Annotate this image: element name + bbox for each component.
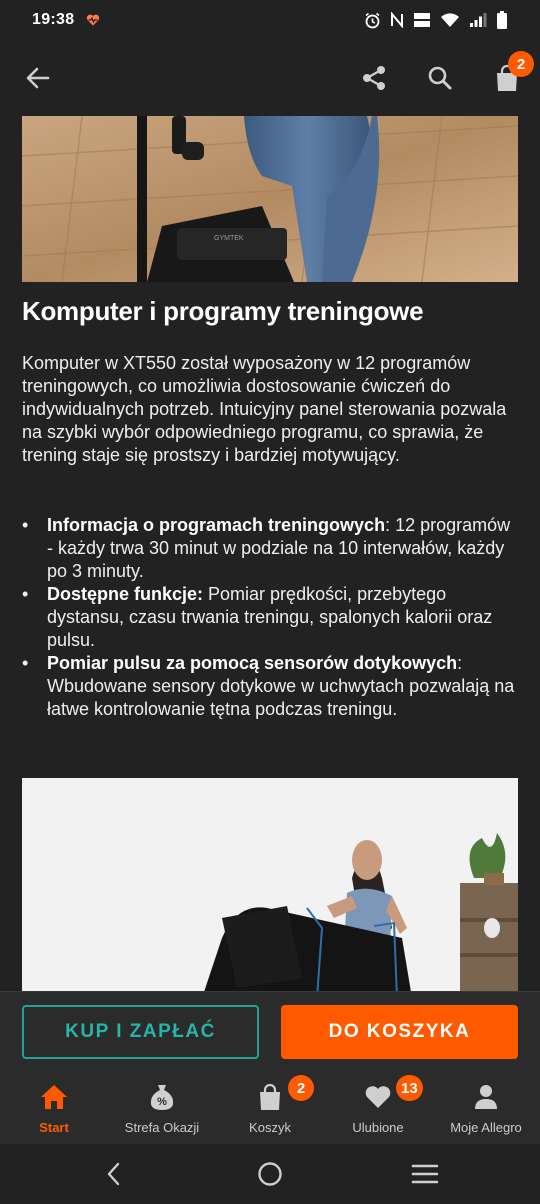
status-icons (364, 11, 508, 29)
nav-item-moje-allegro[interactable] (432, 1071, 540, 1144)
back-arrow-icon[interactable] (20, 60, 56, 96)
treadmill-brand-logo: GYMTEK (214, 235, 244, 242)
favorites-badge: 13 (396, 1075, 423, 1101)
cart-bag-icon (256, 1083, 284, 1111)
alarm-icon (364, 12, 381, 29)
volte-icon (413, 12, 431, 28)
nav-label: Strefa Okazji (124, 1120, 200, 1135)
add-to-cart-button[interactable]: DO KOSZYKA (281, 1005, 518, 1059)
nav-label: Start (39, 1120, 69, 1135)
list-item-title: Pomiar pulsu za pomocą sensorów dotykowych (47, 653, 458, 673)
list-item-text: : Wbudowane sensory dotykowe w uchwytach pozwalają na łatwe kontrolowanie tętna podczas treningu. (47, 653, 515, 719)
nav-item-koszyk[interactable] (216, 1071, 324, 1144)
list-item-text: : 12 programów - każdy trwa 30 minut w podziale na 10 interwałów, każdy po 3 minuty. (47, 515, 511, 581)
nav-item-ulubione[interactable] (324, 1071, 432, 1144)
cart-badge: 2 (288, 1075, 314, 1101)
system-nav (0, 1144, 540, 1204)
bottom-nav (0, 1071, 540, 1144)
list-item-title: Informacja o programach treningowych (47, 515, 386, 535)
list-item (22, 583, 518, 652)
nav-label: Moje Allegro (450, 1120, 522, 1135)
share-icon[interactable] (356, 60, 392, 96)
section-paragraph: Komputer w XT550 został wyposażony w 12 programów treningowych, co umożliwia dostosowanie ćwiczeń do indywidualnych potrzeb. Intuicyjny panel sterowania pozwala na szybki wybór odpowiedniego programu, co sprawia, że trening staje się prostszy i bardziej motywujący. (22, 353, 507, 465)
nav-label: Koszyk (249, 1120, 291, 1135)
action-bar (0, 991, 540, 1071)
product-image-bottom (22, 778, 518, 991)
nav-item-start[interactable] (0, 1071, 108, 1144)
feature-list (22, 514, 518, 721)
search-icon[interactable] (422, 60, 458, 96)
nav-item-strefa-okazji[interactable] (108, 1071, 216, 1144)
back-chevron-icon[interactable] (98, 1160, 130, 1188)
svg-text:%: % (157, 1096, 167, 1108)
wifi-icon (440, 12, 460, 28)
list-item-text: Pomiar prędkości, przebytego dystansu, czasu trwania treningu, spalonych kalorii oraz pulsu. (47, 584, 493, 650)
home-icon (40, 1083, 68, 1111)
heart-icon (364, 1083, 392, 1111)
home-circle-icon[interactable] (254, 1160, 286, 1188)
list-item (22, 652, 518, 721)
nav-label: Ulubione (352, 1120, 404, 1135)
person-icon (472, 1083, 500, 1111)
product-description (0, 116, 540, 991)
signal-icon (469, 12, 487, 28)
buy-now-button[interactable]: KUP I ZAPŁAĆ (22, 1005, 259, 1059)
status-time: 19:38 (32, 11, 75, 28)
battery-icon (496, 11, 508, 29)
heart-rate-icon (86, 13, 100, 27)
discount-bag-icon (148, 1083, 176, 1111)
app-bar (0, 40, 540, 116)
recents-menu-icon[interactable] (409, 1160, 441, 1188)
status-bar (0, 0, 540, 40)
nfc-icon (390, 12, 404, 28)
list-item-title: Dostępne funkcje: (47, 584, 204, 604)
cart-count-badge: 2 (508, 51, 534, 77)
section-heading: Komputer i programy treningowe (22, 296, 424, 326)
list-item (22, 514, 518, 583)
product-image-top (22, 116, 518, 282)
